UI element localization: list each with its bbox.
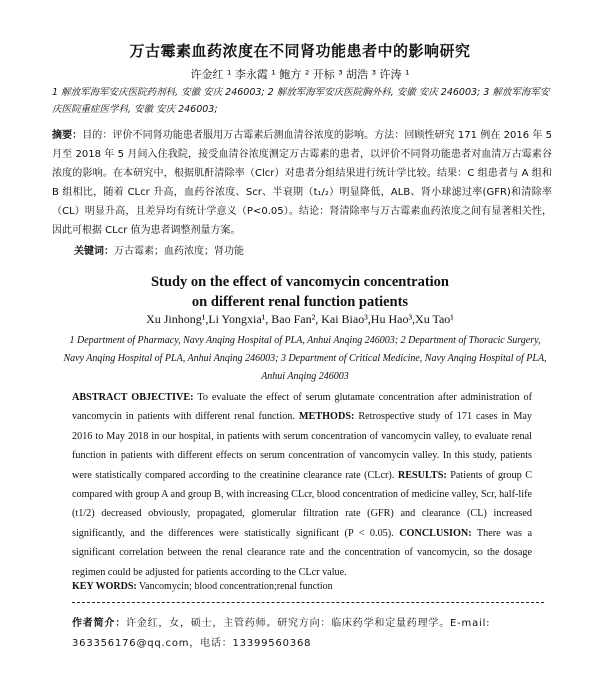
chinese-keywords-text: 万古霉素；血药浓度；肾功能 [114, 246, 244, 257]
english-affiliation: 1 Department of Pharmacy, Navy Anqing Hospital of PLA, Anhui Anqing 246003; 2 Department of Thoracic Surgery, Navy Anqing Hospital of PLA, Anhui Anqing 246003; 3 Department of Critical Medicine, Navy Anqing Hospital of PLA, Anhui Anqing 246003 [63, 335, 547, 382]
chinese-affiliation: 1 解放军海军安庆医院药剂科, 安徽 安庆 246003; 2 解放军海军安庆医院胸外科, 安徽 安庆 246003; 3 解放军海军安庆医院重症医学科, 安徽 安庆 246003; [52, 87, 550, 115]
chinese-keywords [74, 242, 554, 257]
methods-label: METHODS: [298, 411, 355, 423]
english-title [0, 272, 600, 312]
english-title-line1: Study on the effect of vancomycin concentration [150, 274, 449, 290]
chinese-title: 万古霉素血药浓度在不同肾功能患者中的影响研究 [129, 42, 471, 60]
footnote-label: 作者简介： [72, 618, 126, 629]
english-keywords-label: KEY WORDS: [72, 581, 137, 592]
objective-label: ABSTRACT OBJECTIVE: [72, 392, 194, 403]
results-label: RESULTS: [397, 469, 447, 481]
footnote-divider [72, 602, 544, 603]
english-authors: Xu Jinhong¹,Li Yongxia¹, Bao Fan², Kai Biao³,Hu Hao³,Xu Tao¹ [146, 312, 454, 326]
english-keywords-text: Vancomycin; blood concentration;renal function [136, 581, 333, 592]
results-text: Patients of group C compared with group A and group B, with increasing CLcr, blood concentration of medicine valley, Scr, half-life (t1/2) decreased obviously, propagated, glomerular filtration rate (GFR) and clearance (CL) increased significantly, and the differences were statistically significant (P < 0.05). [72, 469, 532, 539]
chinese-abstract-text: 目的：评价不同肾功能患者服用万古霉素后测血清谷浓度的影响。方法：回顾性研究 171 例在 2016 年 5 月至 2018 年 5 月间入住我院，接受血清谷浓度测定万古霉素的患者，以评价不同肾功能患者对血清万古霉素谷浓度的影响。在本研究中，根据肌酐清除率（Clcr）对患者分组结果进行统计学比较。结果：C 组患者与 A 组和 B 组相比，随着 CLcr 升高，血药谷浓度、Scr、半衰期（t₁/₂）明显降低，ALB、肾小球滤过率(GFR)和清除率（CL）明显升高，且差异均有统计学意义（P<0.05）。结论：肾清除率与万古霉素血药浓度之间有显著相关性，因此可根据 CLcr 值为患者调整剂量方案。 [52, 130, 552, 236]
methods-text: Retrospective study of 171 cases in May 2016 to May 2018 in our hospital, in patients with serum concentration of vancomycin valley, to evaluate renal function in patients with different effects on serum concentration of vancomycin valley. In this study, patients were statistically compared according to the creatinine clearance rate (CLcr). [72, 411, 532, 481]
conclusion-text: There was a significant correlation between the renal clearance rate and the concentration of vancomycin, so the dosage regimen could be adjusted for patients according to the CLcr value. [72, 527, 533, 578]
english-abstract [72, 388, 532, 582]
english-title-line2: on different renal function patients [191, 294, 409, 310]
chinese-authors: 许金红 ¹ 李永霞 ¹ 鲍方 ² 开标 ³ 胡浩 ³ 许涛 ¹ [190, 68, 410, 81]
english-keywords [72, 581, 542, 592]
conclusion-label: CONCLUSION: [399, 527, 472, 539]
chinese-keywords-label: 关键词： [74, 246, 114, 257]
footnote-text: 许金红，女，硕士，主管药师。研究方向：临床药学和定量药理学。E-mail: 363356176@qq.com，电话：13399560368 [72, 618, 491, 649]
chinese-abstract [52, 126, 552, 240]
chinese-abstract-label: 摘要： [52, 130, 83, 141]
objective-text: To evaluate the effect of serum glutamate concentration after administration of vancomycin in patients with different renal function. [72, 392, 532, 423]
author-footnote [72, 614, 544, 654]
